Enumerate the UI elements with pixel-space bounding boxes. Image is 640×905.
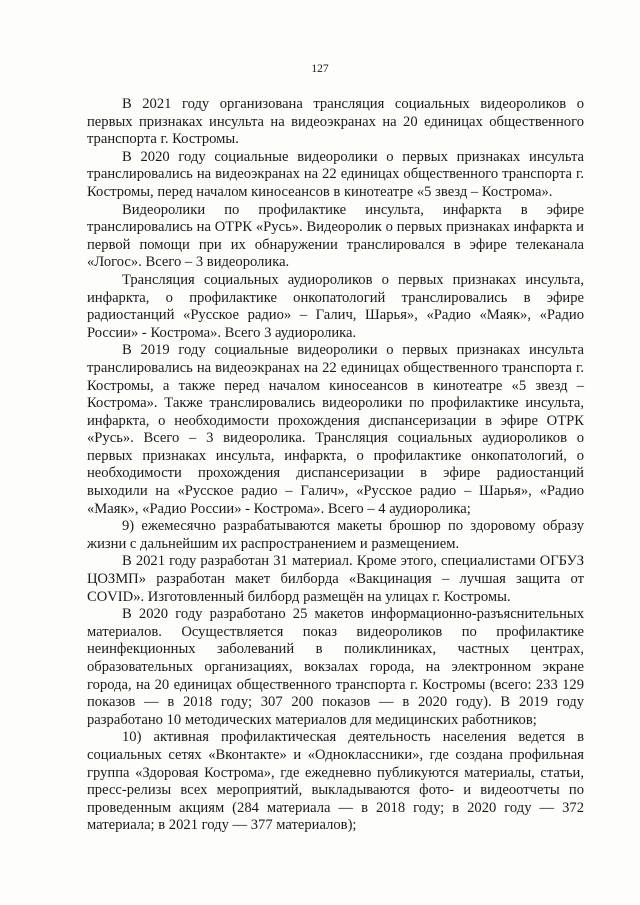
paragraph-2020-materials: В 2020 году разработано 25 макетов информационно-разъяснительных материалов. Осуществляется показ видеороликов по профилактике неинфекционных заболеваний в поликлиниках, частных центрах, образовательных организациях, вокзалах города, на электронном экране города, на 20 единицах общественного транспорта г. Костромы (всего: 233 129 показов — в 2018 году; 307 200 показов — в 2020 году). В 2019 году разработано 10 методических материалов для медицинских работников; [87, 606, 584, 728]
paragraph-stroke-video-2020: В 2020 году социальные видеоролики о первых признаках инсульта транслировались на видеоэкранах на 22 единицах общественного транспорта г. Костромы, перед началом киносеансов в кинотеатре «5 звезд – Кострома». [87, 148, 584, 200]
paragraph-stroke-video-2021: В 2021 году организована трансляция социальных видеороликов о первых признаках инсульта на видеоэкранах на 20 единицах общественного транспорта г. Костромы. [87, 96, 584, 148]
page-number: 127 [311, 63, 329, 75]
paragraph-item-9-brochures: 9) ежемесячно разрабатываются макеты брошюр по здоровому образу жизни с дальнейшим их распространением и размещением. [87, 518, 584, 552]
document-body [87, 96, 584, 835]
paragraph-2019-broadcasts: В 2019 году социальные видеоролики о первых признаках инсульта транслировались на видеоэкранах на 22 единицах общественного транспорта г. Костромы, а также перед началом киносеансов в кинотеатре «5 звезд – Кострома». Также транслировались видеоролики по профилактике инсульта, инфаркта, о необходимости прохождения диспансеризации в эфире ОТРК «Русь». Всего – 3 видеоролика. Трансляция социальных аудиороликов о первых признаках инсульта, инфаркта, о профилактике онкопатологий, о необходимости прохождения диспансеризации в эфире радиостанций выходили на «Русское радио – Галич», «Русское радио – Шарья», «Радио «Маяк», «Радио России» - Кострома». Всего – 4 аудиоролика; [87, 342, 584, 517]
paragraph-item-10-social-networks: 10) активная профилактическая деятельность населения ведется в социальных сетях «Вконтакте» и «Одноклассники», где создана профильная группа «Здоровая Кострома», где ежедневно публикуются материалы, статьи, пресс-релизы всех мероприятий, выкладываются фото- и видеоотчеты по проведенным акциям (284 материала — в 2018 году; в 2020 году — 372 материала; в 2021 году — 377 материалов); [87, 729, 584, 834]
paragraph-otrk-rus-videos: Видеоролики по профилактике инсульта, инфаркта в эфире транслировались на ОТРК «Русь». Видеоролик о первых признаках инфаркта и первой помощи при их обнаружении транслировался в эфире телеканала «Логос». Всего – 3 видеоролика. [87, 201, 584, 271]
paragraph-2021-materials: В 2021 году разработан 31 материал. Кроме этого, специалистами ОГБУЗ ЦОЗМП» разработан макет билборда «Вакцинация – лучшая защита от COVID». Изготовленный билборд размещён на улицах г. Костромы. [87, 553, 584, 605]
paragraph-radio-audio: Трансляция социальных аудиороликов о первых признаках инсульта, инфаркта, о профилактике онкопатологий транслировались в эфире радиостанций «Русское радио» – Галич, Шарья», «Радио «Маяк», «Радио России» - Кострома». Всего 3 аудиоролика. [87, 271, 584, 341]
